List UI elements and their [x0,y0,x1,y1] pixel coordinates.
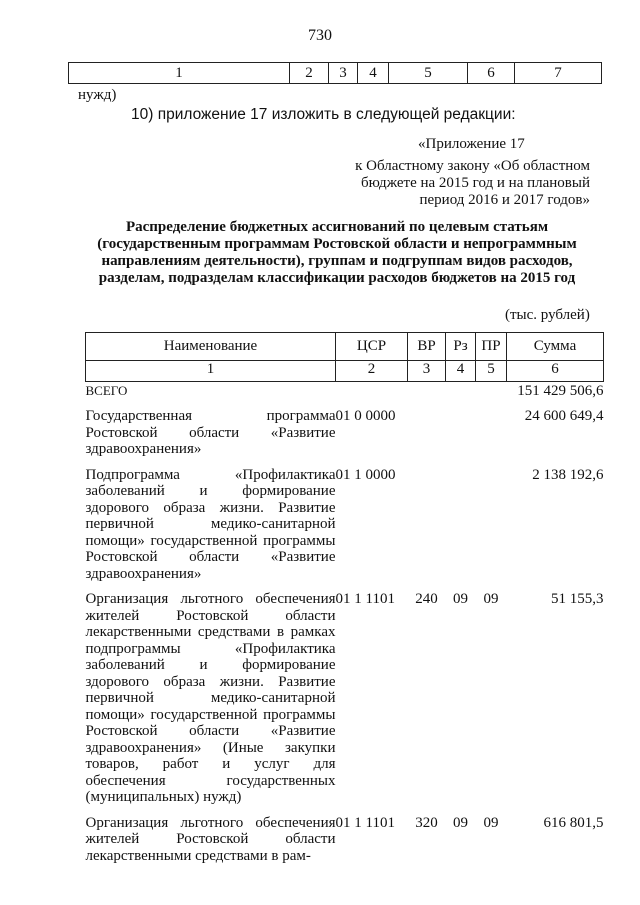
col-header-rz: Рз [446,333,476,361]
row-csr: 01 0 0000 [335,408,396,424]
col-header-csr: ЦСР [336,333,408,361]
row-csr: 01 1 1101 [335,814,395,831]
col-header-pr: ПР [476,333,507,361]
row-sum: 2 138 192,6 [532,466,604,483]
title-line: разделам, подразделам классификации расходов бюджетов на 2015 год [98,270,576,286]
table-row [86,591,604,815]
annex-line: период 2016 и 2017 годов» [419,192,590,208]
row-vr: 240 [415,591,438,607]
annex-title: «Приложение 17 [418,136,525,152]
document-title [86,219,588,287]
header-col-4: 4 [358,63,389,84]
row-rz: 09 [453,591,468,607]
row-rz: 09 [453,814,468,831]
row-pr: 09 [483,814,499,831]
row-rz [446,467,476,592]
row-csr: 01 1 0000 [335,466,396,483]
row-vr [408,408,446,467]
row-vr [408,467,446,592]
title-line: Распределение бюджетных ассигнований по целевым статьям [125,219,549,235]
row-rz [446,408,476,467]
row-sum: 24 600 649,4 [524,408,604,424]
table-row [86,408,604,467]
total-label: ВСЕГО [85,383,128,398]
header-col-6: 6 [468,63,515,84]
header-col-7: 7 [515,63,602,84]
header-col-5: 5 [389,63,468,84]
row-sum: 51 155,3 [551,591,604,607]
row-name: Государственная программа Ростовской области «Развитие здравоохранения» [85,408,336,457]
amendment-instruction: 10) приложение 17 изложить в следующей редакции: [131,106,516,123]
row-name: Организация льготного обеспечения жителей Ростовской области лекарственными средствами в рам- [85,814,336,864]
row-name: Подпрограмма «Профилактика заболеваний и формирование здорового образа жизни. Развитие первичной медико-санитарной помощи» государственной программы Ростовской области «Развитие здравоохранения» [85,466,336,582]
col-number: 4 [446,361,476,382]
row-pr [476,408,507,467]
carryover-text: нужд) [78,87,117,103]
header-col-1: 1 [69,63,290,84]
row-sum: 616 801,5 [543,814,604,831]
col-number: 6 [507,361,604,382]
row-pr [476,467,507,592]
title-line: (государственным программам Ростовской области и непрограммным [97,236,577,252]
page-number: 730 [308,27,332,44]
budget-table [85,332,604,873]
header-col-2: 2 [290,63,329,84]
row-vr: 320 [415,814,438,831]
row-csr: 01 1 1101 [335,591,395,607]
col-header-sum: Сумма [507,333,604,361]
title-line: направлениям деятельности), группам и подгруппам видов расходов, [101,253,573,269]
col-number: 3 [408,361,446,382]
annex-line: к Областному закону «Об областном [355,158,590,174]
col-header-name: Наименование [86,333,336,361]
row-pr: 09 [483,591,499,607]
annex-description [338,158,590,209]
total-row [86,382,604,409]
col-number: 5 [476,361,507,382]
col-header-vr: ВР [408,333,446,361]
row-name: Организация льготного обеспечения жителей Ростовской области лекарственными средствами в рамках подпрограммы «Профилактика заболеваний и формирование здорового образа жизни. Развитие первичной медико-санитарной помощи» государственной программы Ростовской области «Развитие здравоохранения» (Иные закупки товаров, работ и услуг для обеспечения государственных (муниципальных) нужд) [85,591,336,805]
header-col-3: 3 [329,63,358,84]
continuation-header-table [68,62,602,84]
table-row [86,467,604,592]
annex-line: бюджете на 2015 год и на плановый [360,175,590,191]
units-label: (тыс. рублей) [505,307,590,323]
table-row [86,815,604,874]
total-sum: 151 429 506,6 [517,383,604,399]
col-number: 1 [86,361,336,382]
col-number: 2 [336,361,408,382]
